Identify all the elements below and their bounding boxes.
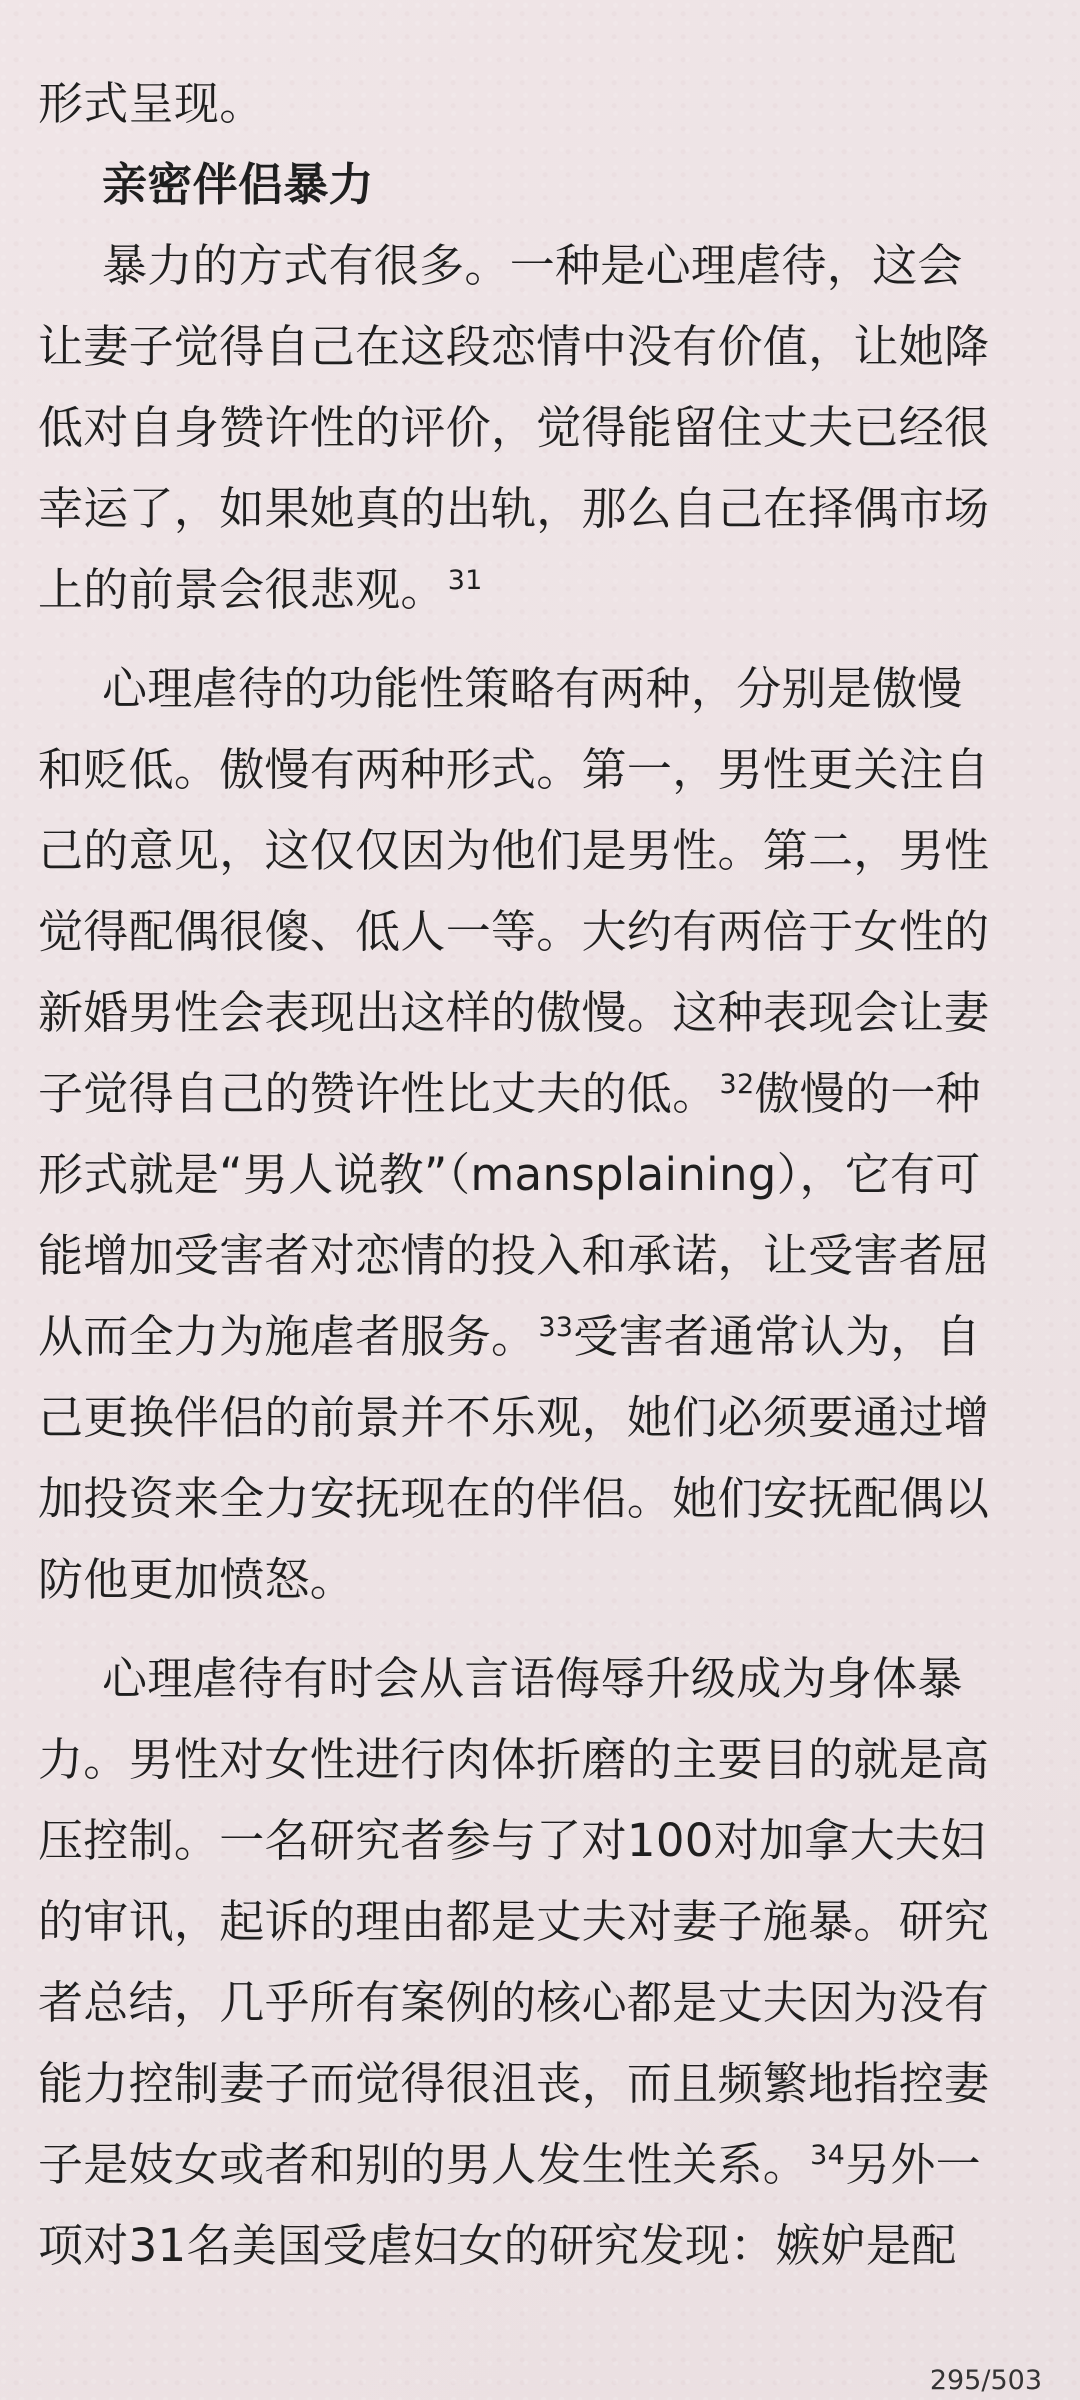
footnote-ref[interactable]: 34 xyxy=(810,2140,846,2171)
text-line: 暴力的方式有很多。一种是心理虐待，这会 xyxy=(102,239,963,292)
reader-page[interactable] xyxy=(38,63,1048,2286)
text-line: 让妻子觉得自己在这段恋情中没有价值，让她降 xyxy=(38,320,990,373)
footnote-ref[interactable]: 33 xyxy=(538,1312,574,1343)
text-line: 防他更加愤怒。 xyxy=(38,1553,356,1606)
text-line: 低对自身赞许性的评价，觉得能留住丈夫已经很 xyxy=(38,401,990,454)
text-line: 项对31名美国受虐妇女的研究发现：嫉妒是配 xyxy=(38,2219,957,2272)
text-line: 压控制。一名研究者参与了对100对加拿大夫妇 xyxy=(38,1814,986,1867)
text-line xyxy=(38,549,1048,630)
text-line: 心理虐待的功能性策略有两种，分别是傲慢 xyxy=(102,662,963,715)
text-line: 者总结，几乎所有案例的核心都是丈夫因为没有 xyxy=(38,1976,990,2029)
text-line xyxy=(38,2124,1048,2205)
text-line: 己的意见，这仅仅因为他们是男性。第二，男性 xyxy=(38,824,990,877)
text-line: 能增加受害者对恋情的投入和承诺，让受害者屈 xyxy=(38,1229,990,1282)
text-line: 幸运了，如果她真的出轨，那么自己在择偶市场 xyxy=(38,482,990,535)
line-text: 子觉得自己的赞许性比丈夫的低。 xyxy=(38,1067,718,1120)
text-line: 己更换伴侣的前景并不乐观，她们必须要通过增 xyxy=(38,1391,990,1444)
line-text: 从而全力为施虐者服务。 xyxy=(38,1310,537,1363)
text-line: 和贬低。傲慢有两种形式。第一，男性更关注自 xyxy=(38,743,990,796)
footnote-ref[interactable]: 32 xyxy=(719,1069,755,1100)
paragraph xyxy=(38,225,1048,630)
text-line xyxy=(38,1053,1048,1134)
paragraph xyxy=(38,1638,1048,2286)
page-number: 295/503 xyxy=(929,2365,1042,2396)
line-text: 受害者通常认为，自 xyxy=(573,1310,981,1363)
text-line: 加投资来全力安抚现在的伴侣。她们安抚配偶以 xyxy=(38,1472,990,1525)
text-line: 形式呈现。 xyxy=(38,77,265,130)
line-text: 傲慢的一种 xyxy=(754,1067,981,1120)
text-line: 的审讯，起诉的理由都是丈夫对妻子施暴。研究 xyxy=(38,1895,990,1948)
text-line: 能力控制妻子而觉得很沮丧，而且频繁地指控妻 xyxy=(38,2057,990,2110)
text-line: 力。男性对女性进行肉体折磨的主要目的就是高 xyxy=(38,1733,990,1786)
line-text: 上的前景会很悲观。 xyxy=(38,563,446,616)
section-heading: 亲密伴侣暴力 xyxy=(102,158,374,211)
text-line: 形式就是“男人说教”（mansplaining），它有可 xyxy=(38,1148,981,1201)
line-text: 另外一 xyxy=(845,2138,981,2191)
footnote-ref[interactable]: 31 xyxy=(447,565,483,596)
text-line xyxy=(38,1296,1048,1377)
text-line: 觉得配偶很傻、低人一等。大约有两倍于女性的 xyxy=(38,905,990,958)
paragraph xyxy=(38,648,1048,1620)
text-line: 心理虐待有时会从言语侮辱升级成为身体暴 xyxy=(102,1652,963,1705)
text-line: 新婚男性会表现出这样的傲慢。这种表现会让妻 xyxy=(38,986,990,1039)
line-text: 子是妓女或者和别的男人发生性关系。 xyxy=(38,2138,809,2191)
